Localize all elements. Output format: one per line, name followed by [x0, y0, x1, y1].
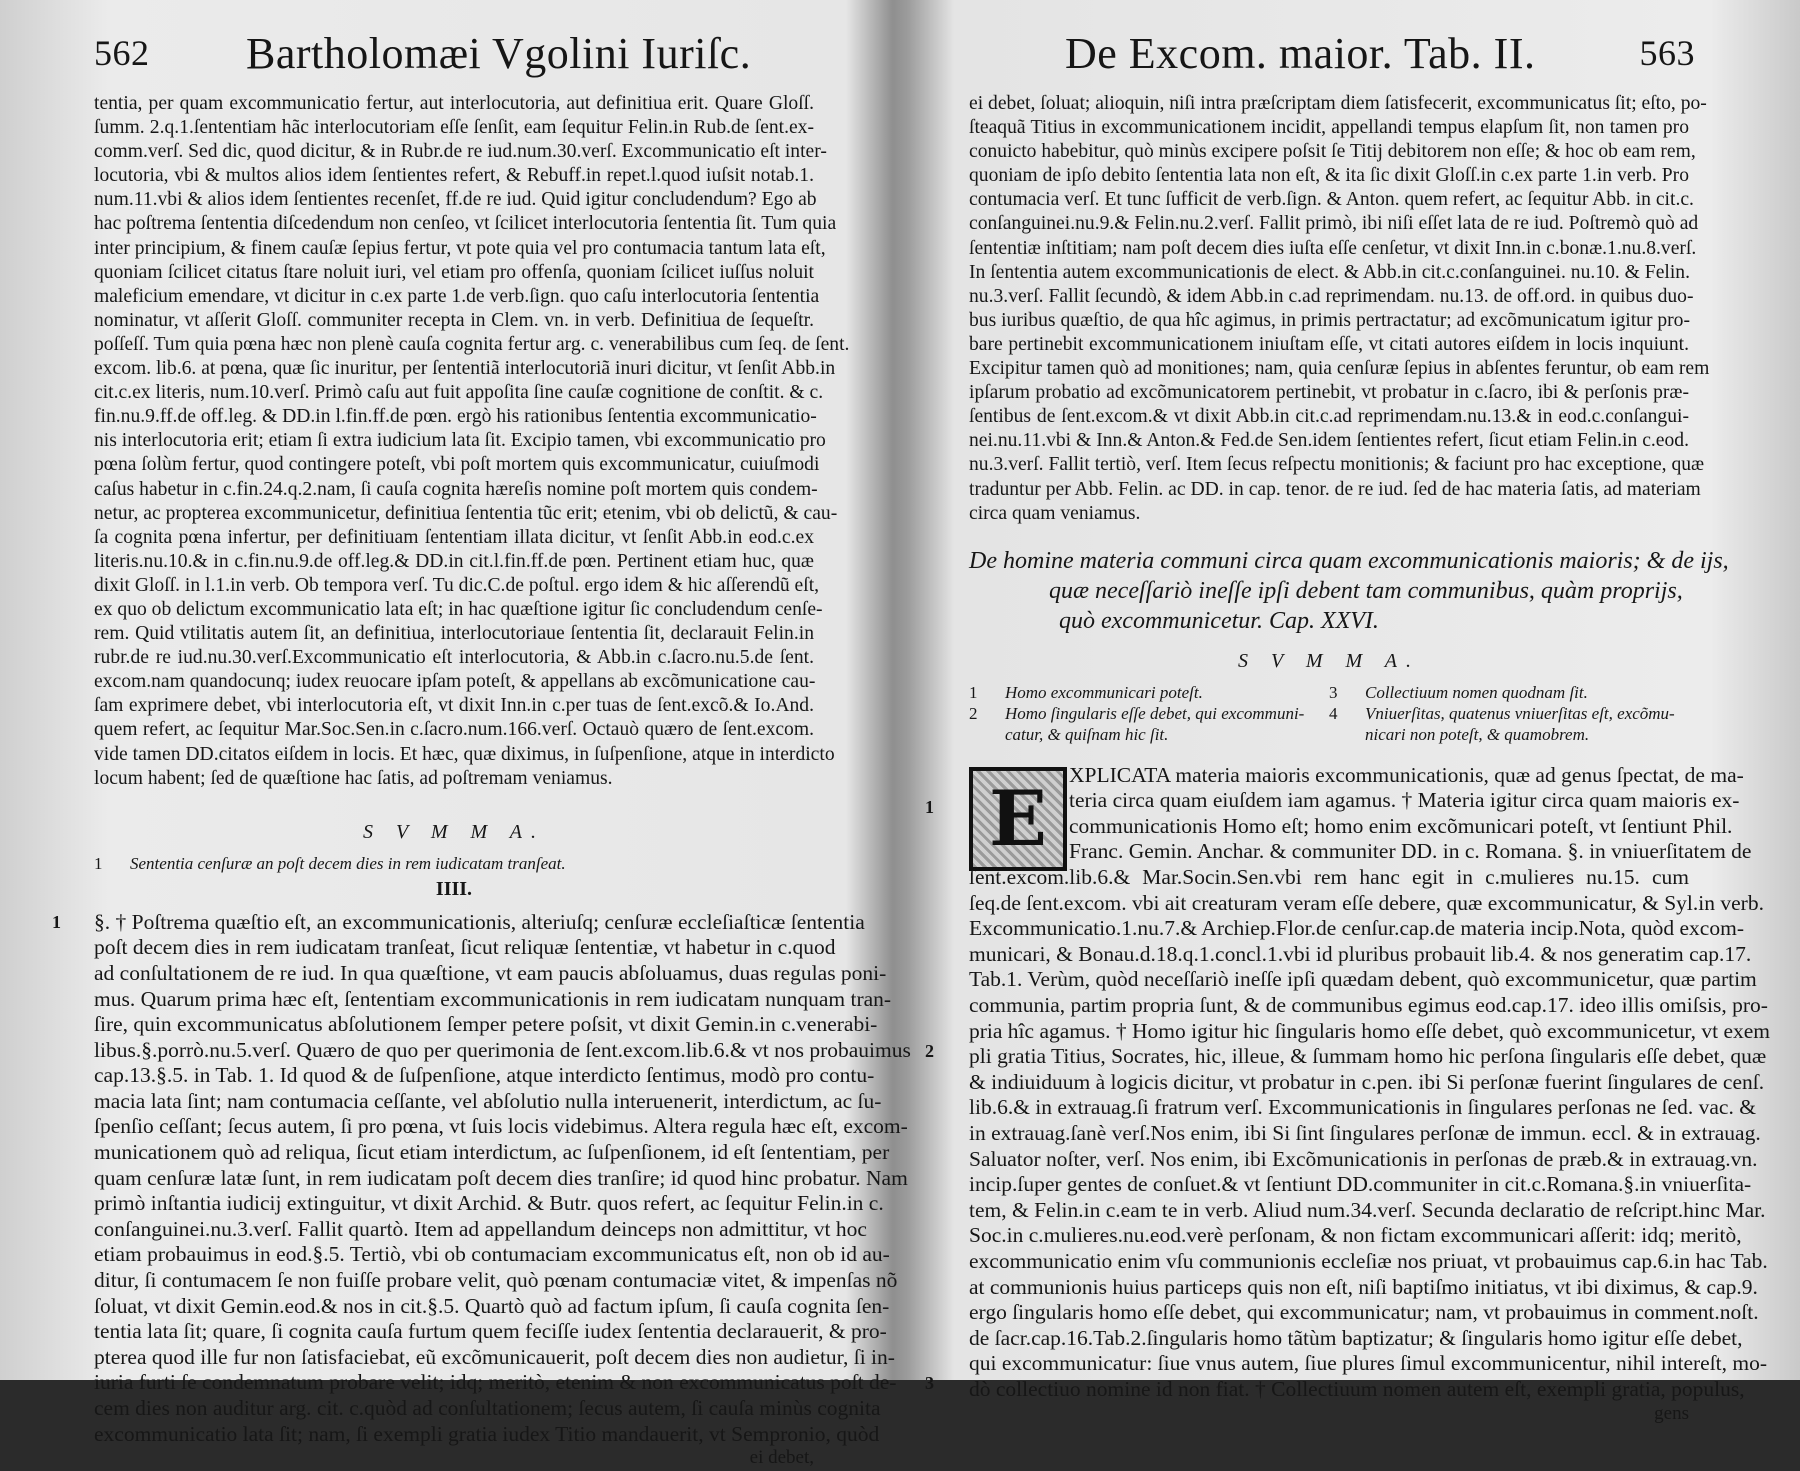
text-line: conuicto habebitur, quò minùs excipere poſsit ſe Titij debitorem non eſſe; & hoc ob eam rem, — [969, 141, 1696, 163]
text-line: cap.13.§.5. in Tab. 1. Id quod & de ſuſpenſione, atque interdicto ſentimus, modò pro contu- — [94, 1063, 875, 1088]
summa-item — [1329, 682, 1689, 703]
text-line: Soc.in c.mulieres.nu.eod.verè perſonam, & non fictam excommunicari aſſerit: idq; meritò, — [969, 1223, 1742, 1248]
text-line: tem, & Felin.in c.eam te in verb. Aliud num.34.verſ. Secunda declaratio de reſcript.hinc Mar. — [969, 1197, 1766, 1222]
text-line: cem dies non auditur arg. cit. c.quòd ad conſultationem; ſecus autem, ſi cauſa minùs cognita — [94, 1396, 881, 1420]
text-line: nu.3.verſ. Fallit tertiò, verſ. Item ſecus reſpectu monitionis; & faciunt pro hac exceptione, quæ — [969, 454, 1705, 476]
text-line: tentia, per quam excommunicatio fertur, aut interlocutoria, aut definitiua erit. Quare Gloſſ. — [94, 93, 814, 114]
text-line: pli gratia Titius, Socrates, hic, illeue, & ſummam homo hic perſona ſingularis eſſe debet, quæ — [969, 1044, 1767, 1069]
text-line: num.11.vbi & alios idem ſentientes recenſet, ff.de re iud. Quid igitur concludendum? Ego ab — [94, 189, 817, 211]
summa-item-number: 3 — [1329, 682, 1338, 702]
text-line: rubr.de re iud.nu.30.verſ.Excommunicatio eſt interlocutoria, & Abb.in c.ſacro.nu.5.de ſent. — [94, 647, 814, 669]
text-line: ſpenſio ceſſant; ſecus autem, ſi pro pœna, vt ſuis locis videbimus. Altera regula hæc eſt, excom- — [94, 1114, 908, 1139]
text-line: Franc. Gemin. Anchar. & communiter DD. in c. Romana. §. in vniuerſitatem de — [1069, 839, 1752, 864]
text-line: excom. lib.6. at pœna, quæ ſic inuritur, per ſententiã interlocutoriã inuri dicitur, vt ſenſit Abb.in — [94, 358, 836, 380]
text-line: ſentibus de ſent.excom.& vt dixit Abb.in cit.c.ad reprimendam.nu.13.& in eod.c.conſangui- — [969, 406, 1689, 428]
text-line: caſus habetur in c.fin.24.q.2.nam, ſi cauſa cognita hæreſis nomine poſt mortem quis condem- — [94, 478, 818, 500]
text-line: iuria furti ſe condemnatum probare velit; idq; meritò, etenim & non excommunicatus poſt de- — [94, 1370, 897, 1395]
summa-item — [969, 682, 1329, 703]
text-line: inter principium, & finem cauſæ ſepius fertur, vt pote quia vel pro contumacia tantum lata eſt, — [94, 237, 826, 259]
right-summa-column-2 — [1329, 682, 1689, 745]
text-line: nei.nu.11.vbi & Inn.& Anton.& Fed.de Sen.idem ſentientes refert, ſicut etiam Felin.in c.eod. — [969, 430, 1689, 452]
text-line: quoniam de ipſo debito ſententia lata non eſt, & ita ſic dixit Gloſſ.in c.ex parte 1.in verb. Pro — [969, 165, 1689, 187]
right-page-body — [925, 92, 1771, 1424]
summa-item-text: nicari non poteſt, & quamobrem. — [1365, 724, 1590, 744]
text-line: excommunicatio lata ſit; nam, ſi exempli gratia iudex Titio mandauerit, vt Sempronio, quòd — [94, 1421, 880, 1446]
text-line: nu.3.verſ. Fallit ſecundò, & idem Abb.in c.ad reprimendam. nu.13. de off.ord. in quibus duo- — [969, 285, 1694, 307]
summa-item-text: Homo excommunicari poteſt. — [1005, 682, 1203, 702]
text-line: locutoria, vbi & multos alios idem ſentientes refert, & Rebuff.in repet.l.quod iuſsit notab.1. — [94, 165, 814, 187]
text-line: quoniam ſcilicet citatus ſtare noluit iuri, vel etiam pro offenſa, quoniam ſcilicet iuſſus noluit — [94, 261, 814, 283]
text-line: quem refert, ac ſequitur Mar.Soc.Sen.in c.ſacro.num.166.verſ. Octauò quæro de ſent.excom. — [94, 719, 814, 741]
text-line: dò collectiuo nomine id non fiat. † Collectiuum nomen autem eſt, exempli gratia, populus, — [969, 1376, 1745, 1401]
text-line: ſa cognita pœna infertur, per definitiuam ſententiam illata dicitur, vt ſenſit Abb.in eod.c.ex — [94, 526, 814, 548]
right-running-head — [945, 28, 1705, 88]
summa-item — [1329, 703, 1689, 724]
text-line: municari, & Bonau.d.18.q.1.concl.1.vbi id pluribus probauit lib.4. & nos generatim cap.17. — [969, 941, 1752, 966]
bleed-through-text — [94, 791, 814, 807]
text-line: municationem quò ad reliqua, ſicut etiam interdictum, ac ſuſpenſionem, id eſt ſententiam, per — [94, 1140, 890, 1165]
left-text-block-b — [94, 909, 911, 1447]
summa-item-text: catur, & quiſnam hic ſit. — [1005, 724, 1169, 744]
chapter-opening — [925, 762, 1752, 865]
right-page-number: 563 — [1639, 33, 1695, 73]
text-line: hac poſtrema ſententia diſcedendum non cenſeo, vt ſcilicet interlocutoria ſententia ſit. Tum quia — [94, 213, 837, 235]
text-line: XPLICATA materia maioris excommunicationis, quæ ad genus ſpectat, de ma- — [1069, 762, 1744, 787]
chapter-title — [969, 546, 1729, 636]
text-line: teria circa quam eiuſdem iam agamus. † Materia igitur circa quam maioris ex- — [1069, 788, 1740, 813]
text-line: ſententiæ inſtitiam; nam poſt decem dies iuſta eſſe cenſetur, vt dixit Inn.in c.bonæ.1.nu.8.verſ. — [969, 237, 1697, 259]
text-line: poſſeſſ. Tum quia pœna hæc non plenè cauſa cognita fertur arg. c. venerabilibus cum ſeq. de ſent. — [94, 333, 850, 355]
text-line: ſeq.de ſent.excom. vbi ait creaturam veram eſſe debere, quæ excommunicatur, & Syl.in verb. — [969, 890, 1764, 915]
text-line: poſt decem dies in rem iudicatam tranſeat, ſicut reliquæ ſententiæ, vt habetur in c.quod — [94, 935, 836, 960]
text-line: ditur, ſi contumacem ſe non fuiſſe probare velit, quò pœnam contumaciæ vitet, & impenſas nõ — [94, 1268, 898, 1293]
text-line: ei debet, ſoluat; alioquin, niſi intra præſcriptam diem ſatisfecerit, excommunicatus ſit; eſto, po- — [969, 93, 1707, 114]
right-summa-list — [969, 682, 1689, 745]
text-line: mus. Quarum prima hæc eſt, ſententiam excommunicationis in rem iudicatam nunquam tran- — [94, 986, 892, 1011]
text-line: comm.verſ. Sed dic, quod dicitur, & in Rubr.de re iud.num.30.verſ. Excommunicatio eſt inter- — [94, 141, 827, 163]
text-line: pria hîc agamus. † Homo igitur hic ſingularis homo eſſe debet, quò excommunicetur, vt exem — [969, 1018, 1771, 1043]
left-catchword: ei debet, — [749, 1447, 814, 1469]
right-summa-title: S V M M A. — [1237, 649, 1421, 672]
text-line: conſanguinei.nu.9.& Felin.nu.2.verſ. Fallit primò, ibi niſi eſſet lata de re iud. Poſtremò quò ad — [969, 213, 1699, 235]
text-line: contumacia verſ. Et tunc ſufficit de verb.ſign. & Anton. quem refert, ac ſequitur Abb. in cit.c. — [969, 189, 1694, 211]
summa-item-number: 4 — [1329, 703, 1338, 723]
text-line: excommunicatio enim vſu communionis eccleſiæ nos priuat, vt probauimus cap.6.in hac Tab. — [969, 1248, 1768, 1273]
right-text-block-b — [969, 865, 1771, 1402]
text-line: lib.6.& in extrauag.ſi fratrum verſ. Excommunicationis in ſingulares perſonas ne ſed. vac. & — [969, 1095, 1756, 1120]
left-page-body — [52, 92, 911, 1469]
left-section-heading: IIII. — [435, 877, 473, 900]
text-line: Tab.1. Verùm, quòd neceſſariò ineſſe ipſi quædam debent, quò excommunicetur, quæ partim — [969, 967, 1757, 992]
summa-item — [969, 703, 1329, 724]
chapter-title-line: De homine materia communi circa quam excommunicationis maioris; & de ijs, — [969, 547, 1729, 574]
summa-item-number: 1 — [94, 853, 103, 873]
text-line: rem. Quid vtilitatis autem ſit, an definitiua, interlocutoriaue ſententia ſit, declarauit Felin.in — [94, 623, 814, 645]
summa-item — [969, 724, 1329, 745]
text-line: Saluator noſter, verſ. Nos enim, ibi Excõmunicationis in perſonas de præb.& in extrauag.vn. — [969, 1146, 1758, 1171]
right-text-block-opening — [969, 762, 1752, 865]
text-line: §. † Poſtrema quæſtio eſt, an excommunicationis, alteriuſq; cenſuræ eccleſiaſticæ ſententia — [94, 909, 865, 934]
summa-item-text: Sententia cenſuræ an poſt decem dies in rem iudicatam tranſeat. — [130, 853, 566, 873]
text-line: dixit Gloſſ. in l.1.in verb. Ob tempora verſ. Tu dic.C.de poſtul. ergo idem & hic aſſerendũ eſt, — [94, 574, 820, 596]
left-running-head — [70, 28, 830, 88]
text-line: qui excommunicatur: ſiue vnus autem, ſiue plures ſimul excommunicentur, nihil intereſt, mo- — [969, 1351, 1768, 1376]
right-catchword: gens — [1654, 1402, 1689, 1424]
text-line: traduntur per Abb. Felin. ac DD. in cap. tenor. de re iud. ſed de hac materia ſatis, ad materiam — [969, 478, 1701, 500]
text-line: tentia lata ſit; quare, ſi cognita cauſa furtum quem feciſſe iudex ſententia declarauerit, & pro- — [94, 1319, 887, 1344]
text-line: ipſarum probatio ad excõmunicatorem pertinebit, vt probatur in c.ſacro, ibi & perſonis præ- — [969, 382, 1689, 404]
text-line: nis interlocutoria erit; etiam ſi extra iudicium lata ſit. Excipio tamen, vbi excommunicatio pro — [94, 430, 826, 452]
summa-item-text: Vniuerſitas, quatenus vniuerſitas eſt, excõmu- — [1365, 703, 1675, 723]
left-text-block-a — [94, 92, 850, 791]
summa-item-number: 1 — [969, 682, 978, 702]
text-line: ad conſultationem de re iud. In qua quæſtione, vt eam paucis abſoluamus, duas regulas poni- — [94, 960, 887, 985]
left-margin-number: 1 — [52, 911, 61, 932]
text-line: ſam exprimere debet, vbi interlocutoria eſt, vt dixit Inn.in c.per tuas de ſent.excõ.& Io.And. — [94, 695, 814, 717]
text-line: excom.nam quandocunq; iudex reuocare ipſam poteſt, & appellans ab excõmunicatione cau- — [94, 671, 816, 693]
chapter-title-line: quæ neceſſariò ineſſe ipſi debent tam communibus, quàm proprijs, — [1049, 577, 1683, 604]
text-line: nominatur, vt aſſerit Gloſſ. communiter recepta in Clem. vn. in verb. Definitiua de ſequeſtr. — [94, 309, 814, 331]
text-line: de ſacr.cap.16.Tab.2.ſingularis homo tãtùm baptizatur; & ſingularis homo igitur eſſe debet, — [969, 1325, 1743, 1350]
right-running-title: De Excom. maior. Tab. II. — [1065, 29, 1536, 78]
text-line: netur, ac propterea excommunicetur, definitiua ſententia tũc erit; etenim, vbi ob delictũ, & cau- — [94, 502, 838, 524]
text-line: in extrauag.ſanè verſ.Nos enim, ibi Si ſint ſingulares perſonæ de immun. eccl. & in extrauag. — [969, 1121, 1761, 1145]
text-line: ſteaquã Titius in excommunicationem incidit, appellandi tempus elapſum ſit, non tamen pro — [969, 117, 1689, 139]
text-line: communicationis Homo eſt; homo enim excõmunicari poteſt, vt ſentiunt Phil. — [1069, 813, 1733, 838]
text-line: circa quam veniamus. — [969, 502, 1141, 524]
summa-item-text: Collectiuum nomen quodnam ſit. — [1365, 682, 1588, 702]
summa-item-number: 2 — [969, 703, 978, 723]
text-line: Excommunicatio.1.nu.7.& Archiep.Flor.de cenſur.cap.de materia incip.Nota, quòd excom- — [969, 916, 1744, 941]
text-line: conſanguinei.nu.3.verſ. Fallit quartò. Item ad appellandum deinceps non admittitur, vt hoc — [94, 1216, 867, 1241]
right-margin-number-3: 3 — [925, 1373, 934, 1394]
text-line: Excipitur tamen quò ad monitiones; nam, quia cenſuræ ſepius in abſentes feruntur, ob eam rem — [969, 358, 1710, 380]
text-line: fin.nu.9.ff.de off.leg. & DD.in l.fin.ff.de pœn. ergò his rationibus ſententia excommunicatio- — [94, 406, 817, 428]
left-summa-list — [94, 853, 814, 874]
text-line: ergo ſingularis homo eſſe debet, qui excommunicatur; nam, vt probauimus in comment.noſt. — [969, 1300, 1759, 1325]
text-line: pterea quod ille fur non ſatisfaciebat, eũ excõmunicauerit, poſt decem dies non audietur, ſi in- — [94, 1344, 895, 1369]
left-running-title: Bartholomæi Vgolini Iuriſc. — [246, 29, 752, 78]
right-summa-column-1 — [969, 682, 1329, 745]
text-line: In ſententia autem excommunicationis de elect. & Abb.in cit.c.conſanguinei. nu.10. & Felin. — [969, 261, 1690, 283]
text-line: pœna ſolùm fertur, quod contingere poteſt, vbi poſt mortem quis excommunicatur, cuiuſmodi — [94, 454, 820, 476]
text-line: quam cenſuræ latæ ſunt, in rem iudicatam poſt decem dies tranſire; id quod hinc probatur. Nam — [94, 1165, 908, 1190]
summa-item — [1329, 724, 1689, 745]
text-line: bare pertinebit excommunicationem iniuſtam eſſe, vt citati autores eiſdem in locis inquiunt. — [969, 333, 1689, 355]
left-page-number: 562 — [94, 33, 150, 73]
text-line: incip.ſuper gentes de conſuet.& vt ſentiunt DD.communiter in cit.c.Romana.§.in vniuerſita- — [969, 1172, 1752, 1197]
text-line: ſire, quin excommunicatus abſolutionem ſemper petere poſsit, vt dixit Gemin.in c.venerabi- — [94, 1012, 878, 1037]
right-margin-number-1: 1 — [925, 796, 934, 817]
left-page — [52, 0, 911, 1469]
text-line: vide tamen DD.citatos eiſdem in locis. Et hæc, quæ diximus, in ſuſpenſione, atque in interdicto — [94, 743, 835, 765]
text-line: literis.nu.10.& in c.fin.nu.9.de off.leg.& DD.in cit.l.fin.ff.de pœn. Pertinent etiam huc, quæ — [94, 550, 814, 572]
chapter-title-line: quò excommunicetur. Cap. XXVI. — [1059, 607, 1379, 634]
right-margin-number-2: 2 — [925, 1041, 934, 1062]
text-line: primò inſtantia iudicij extinguitur, vt dixit Archid. & Butr. quos refert, ac ſequitur Felin.in c. — [94, 1191, 884, 1216]
text-line: & indiuiduum à logicis dicitur, vt probatur in c.pen. ibi Si perſonæ fuerint ſingulares de cenſ. — [969, 1069, 1765, 1094]
text-line: maleficium emendare, vt dicitur in c.ex parte 1.de verb.ſign. quo caſu interlocutoria ſententia — [94, 285, 820, 307]
text-line: bus iuribus quæſtio, de qua hîc agimus, in primis pertractatur; ad excõmunicatum igitur pro- — [969, 309, 1691, 331]
left-summa-title: S V M M A. — [362, 820, 546, 843]
right-page — [925, 0, 1771, 1424]
summa-item-text: Homo ſingularis eſſe debet, qui excommuni- — [1005, 703, 1305, 723]
text-line: etiam probauimus in eod.§.5. Tertiò, vbi ob contumaciam excommunicatus eſt, non ob id au- — [94, 1242, 890, 1267]
text-line: ſent.excom.lib.6.& Mar.Socin.Sen.vbi rem hanc egit in c.mulieres nu.15. cum — [969, 865, 1689, 890]
text-line: libus.§.porrò.nu.5.verſ. Quæro de quo per querimonia de ſent.excom.lib.6.& vt nos probauimus — [94, 1037, 911, 1062]
text-line: ſumm. 2.q.1.ſententiam hãc interlocutoriam eſſe ſenſit, eam ſequitur Felin.in Rub.de ſent.ex- — [94, 117, 814, 139]
text-line: communia, partim propria ſunt, & de communibus egimus eod.cap.17. ideo illis omiſsis, pro- — [969, 993, 1768, 1018]
decorated-initial: E — [969, 767, 1067, 871]
text-line: macia lata ſint; nam contumacia ceſſante, vel abſolutio nulla interuenerit, interdictum, ac ſu- — [94, 1088, 882, 1113]
text-line: ex quo ob delictum excommunicatio lata eſt; in hac quæſtione igitur ſic concludendum cenſe- — [94, 598, 823, 620]
right-text-block-a — [969, 92, 1710, 526]
text-line: at communionis huius particeps quis non eſt, niſi baptiſmo initiatus, vt ibi diximus, & cap.9. — [969, 1274, 1758, 1299]
text-line: cit.c.ex literis, num.10.verſ. Primò caſu aut fuit appoſita ſine cauſæ cognitione de conſtit. & c. — [94, 382, 824, 404]
summa-item — [94, 853, 814, 874]
text-line: locum habent; ſed de quæſtione hac ſatis, ad poſtremam veniamus. — [94, 767, 613, 789]
text-line: ſoluat, vt dixit Gemin.eod.& nos in cit.§.5. Quartò quò ad factum ipſum, ſi cauſa cognita ſen- — [94, 1293, 890, 1318]
